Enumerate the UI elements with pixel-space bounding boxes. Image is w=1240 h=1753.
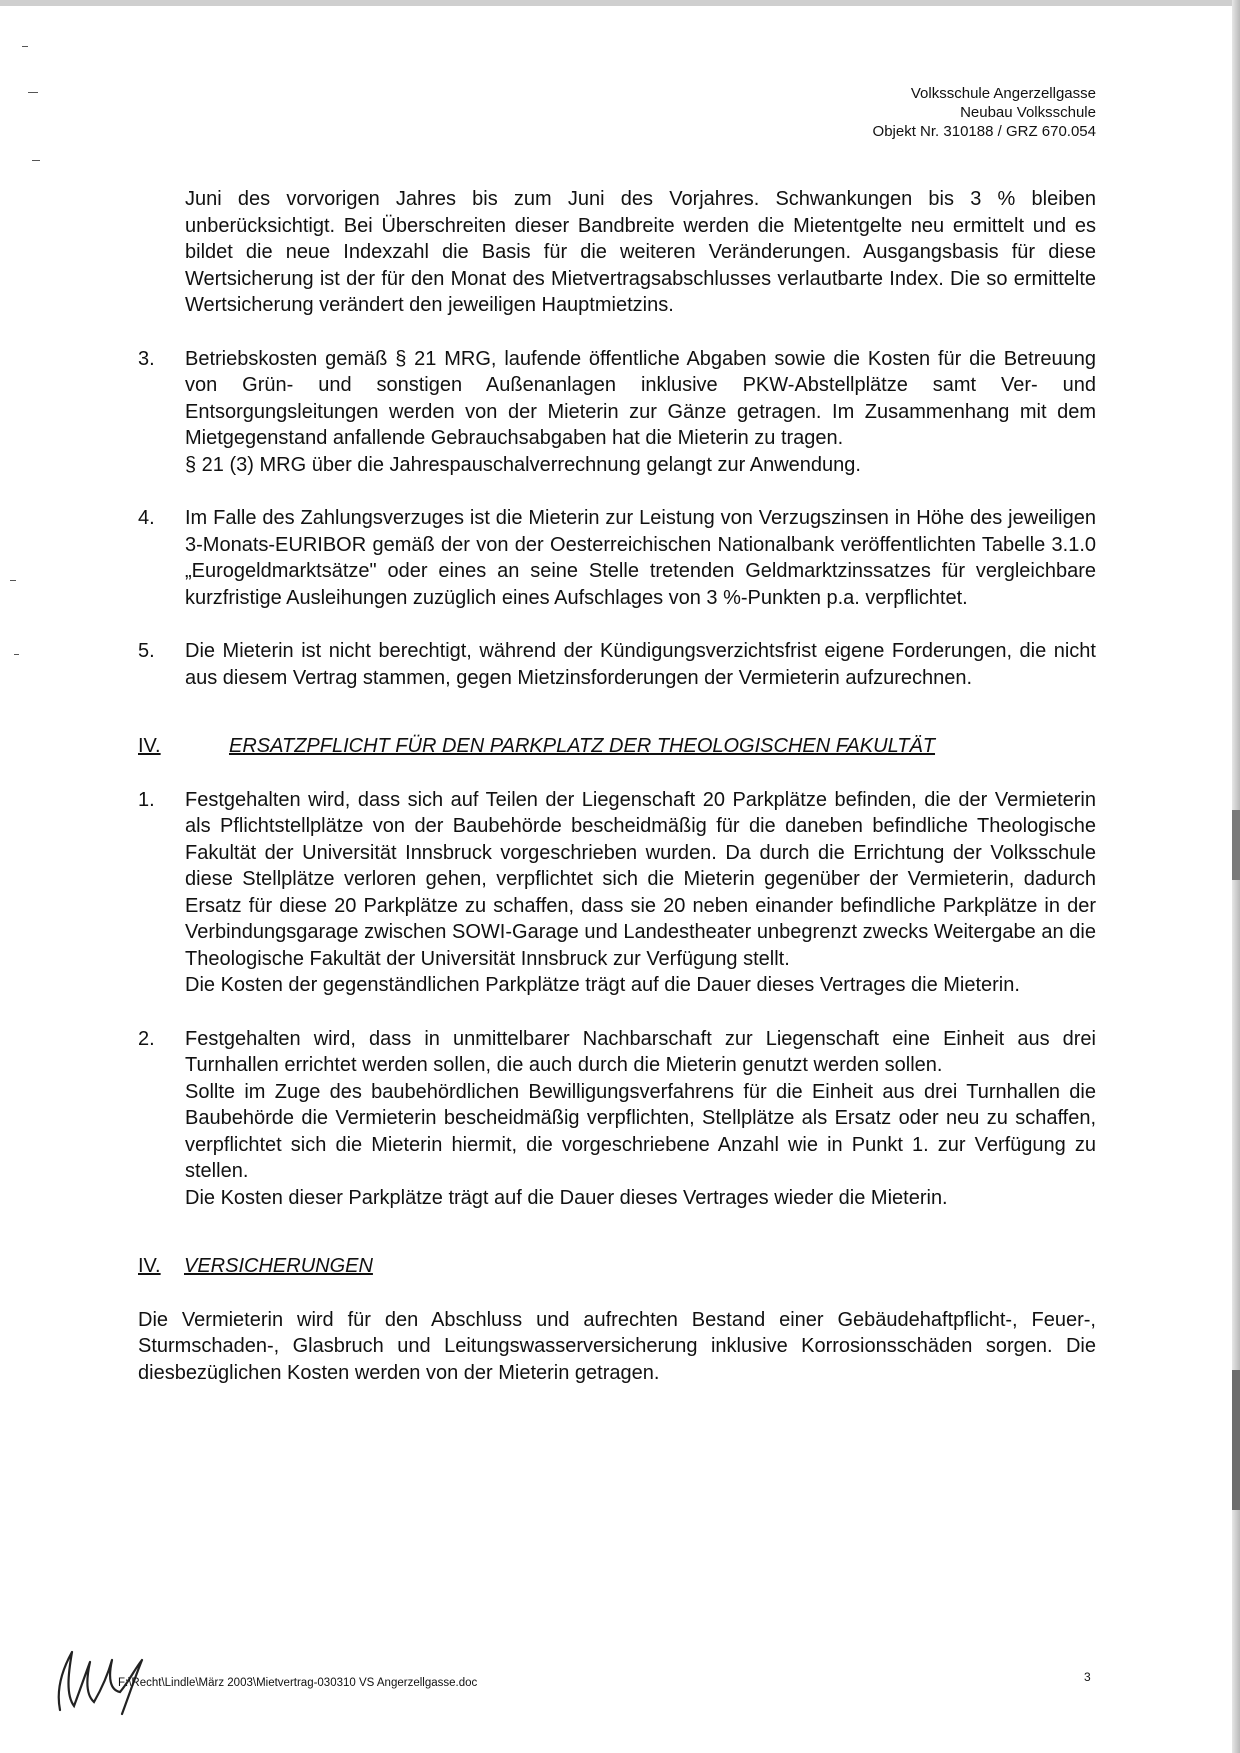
scan-speck (32, 160, 40, 161)
page-number: 3 (1084, 1670, 1091, 1684)
section-title: VERSICHERUNGEN (184, 1255, 373, 1277)
item-text: Die Kosten dieser Parkplätze trägt auf die Dauer dieses Vertrages wieder die Mieterin. (185, 1186, 948, 1209)
item-text: Betriebskosten gemäß § 21 MRG, laufende öffentliche Abgaben sowie die Kosten für die Betreuung von Grün- und sonstigen Außenanlagen inklusive PKW-Abstellplätze samt Ver- und Entsorgungsleitungen werden von der Mieterin zur Gänze getragen. Im Zusammenhang mit dem Mietgegenstand anfallende Gebrauchsabgaben hat die Mieterin zu tragen. (185, 347, 1096, 449)
item-text: Festgehalten wird, dass in unmittelbarer Nachbarschaft zur Liegenschaft eine Einheit aus drei Turnhallen errichtet werden sollen, die auch durch die Mieterin genutzt werden sollen. (185, 1027, 1096, 1076)
footer-file-path: F:\Recht\Lindle\März 2003\Mietvertrag-030310 VS Angerzellgasse.doc (118, 1677, 478, 1689)
scan-shadow (1232, 1370, 1240, 1510)
header-subtitle: Neubau Volksschule (960, 104, 1096, 121)
scan-speck (14, 654, 19, 655)
list-item (138, 638, 1096, 691)
list-item (138, 1026, 1096, 1212)
item-text: Die Mieterin ist nicht berechtigt, während der Kündigungsverzichtsfrist eigene Forderungen, die nicht aus diesem Vertrag stammen, gegen Mietzinsforderungen der Vermieterin aufzurechnen. (185, 640, 1096, 689)
section-title: ERSATZPFLICHT FÜR DEN PARKPLATZ DER THEOLOGISCHEN FAKULTÄT (229, 735, 936, 757)
item-number: 4. (138, 507, 155, 529)
item-number: 1. (138, 788, 155, 811)
document-body (138, 186, 1096, 1386)
scan-edge-top (0, 0, 1240, 6)
section-roman-numeral: IV. (138, 735, 161, 757)
list-item (138, 346, 1096, 479)
item-text: Die Kosten der gegenständlichen Parkplätze trägt auf die Dauer dieses Vertrages die Mieterin. (185, 974, 1020, 996)
item-text: § 21 (3) MRG über die Jahrespauschalverrechnung gelangt zur Anwendung. (185, 453, 861, 476)
item-text: Festgehalten wird, dass sich auf Teilen der Liegenschaft 20 Parkplätze befinden, die der Vermieterin als Pflichtstellplätze von der Baubehörde bescheidmäßig für die daneben befindliche Theologische Fakultät der Universität Innsbruck vorgeschrieben wurden. Da durch die Errichtung der Volksschule diese Stellplätze verloren gehen, verpflichtet sich die Mieterin gegenüber der Vermieterin, dadurch Ersatz für diese 20 Parkplätze zu schaffen, dass sie 20 neben einander befindliche Parkplätze in der Verbindungsgarage zwischen SOWI-Garage und Landestheater unbegrenzt zwecks Weitergabe an die Theologische Fakultät der Universität Innsbruck zur Verfügung stellt. (185, 788, 1096, 970)
item-text: Sollte im Zuge des baubehördlichen Bewilligungsverfahrens für die Einheit aus drei Turnhallen die Baubehörde die Vermieterin bescheidmäßig verpflichten, Stellplätze als Ersatz oder neu zu schaffen, verpflichtet sich die Mieterin hiermit, die vorgeschriebene Anzahl wie in Punkt 1. zur Verfügung zu stellen. (185, 1080, 1096, 1182)
list-item (138, 505, 1096, 611)
insurance-paragraph: Die Vermieterin wird für den Abschluss und aufrechten Bestand einer Gebäudehaftpflicht-, Feuer-, Sturmschaden-, Glasbruch und Leitungswasserversicherung inklusive Korrosionsschäden sorgen. Die diesbezüglichen Kosten werden von der Mieterin getragen. (138, 1308, 1096, 1384)
scan-speck (22, 46, 28, 47)
header-project: Volksschule Angerzellgasse (910, 85, 1096, 102)
document-header (873, 84, 1096, 141)
section-heading-parking (138, 733, 1096, 760)
item-text: Im Falle des Zahlungsverzuges ist die Mieterin zur Leistung von Verzugszinsen in Höhe des jeweiligen 3-Monats-EURIBOR gemäß der von der Oesterreichischen Nationalbank veröffentlichten Tabelle 3.1.0 „Eurogeldmarktsätze" oder eines an seine Stelle tretenden Geldmarktzinssatzes für vergleichbare kurzfristige Ausleihungen zuzüglich eines Aufschlages von 3 %-Punkten p.a. verpflichtet. (185, 507, 1096, 609)
scan-shadow (1232, 810, 1240, 880)
scan-speck (10, 580, 16, 581)
section-roman-numeral: IV. (138, 1255, 161, 1277)
item-number: 3. (138, 347, 155, 370)
item-number: 2. (138, 1027, 155, 1050)
section-heading-insurance (138, 1253, 1096, 1280)
item-number: 5. (138, 640, 155, 662)
header-object-number: Objekt Nr. 310188 / GRZ 670.054 (872, 123, 1096, 140)
scan-speck (28, 92, 38, 93)
list-item (138, 787, 1096, 999)
intro-paragraph: Juni des vorvorigen Jahres bis zum Juni des Vorjahres. Schwankungen bis 3 % bleiben unberücksichtigt. Bei Überschreiten dieser Bandbreite werden die Mietentgelte neu ermittelt und es bildet die neue Indexzahl die Basis für die weiteren Veränderungen. Ausgangsbasis für diese Wertsicherung ist der für den Monat des Mietvertragsabschlusses verlautbarte Index. Die so ermittelte Wertsicherung verändert den jeweiligen Hauptmietzins. (185, 188, 1096, 316)
